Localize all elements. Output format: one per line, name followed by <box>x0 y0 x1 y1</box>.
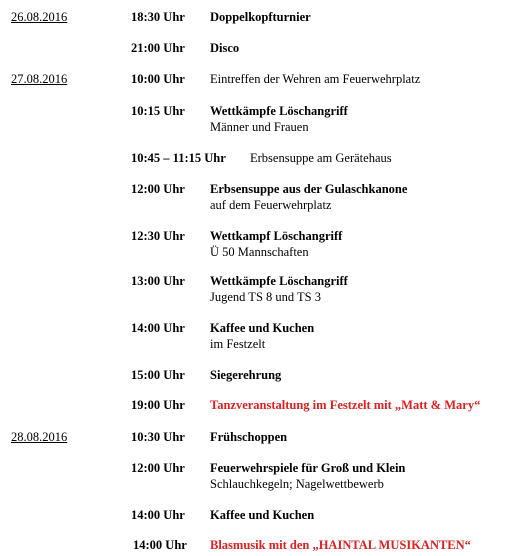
event-title: Erbsensuppe aus der Gulaschkanone <box>210 182 408 196</box>
event-5 <box>250 150 392 166</box>
time-14: 14:00 Uhr <box>131 508 185 522</box>
time-13: 12:00 Uhr <box>131 461 185 475</box>
event-10 <box>210 367 281 383</box>
date-day-1: 26.08.2016 <box>11 10 68 24</box>
event-title: Siegerehrung <box>210 368 282 382</box>
event-title: Eintreffen der Wehren am Feuerwehrplatz <box>210 72 421 86</box>
event-title: Frühschoppen <box>210 430 288 444</box>
event-6 <box>210 181 407 213</box>
event-7 <box>210 228 342 260</box>
event-subtitle: Jugend TS 8 und TS 3 <box>210 290 322 304</box>
event-2 <box>210 40 239 56</box>
time-15: 14:00 Uhr <box>133 538 187 552</box>
event-title: Disco <box>210 41 240 55</box>
event-1 <box>210 9 311 25</box>
event-14 <box>210 507 314 523</box>
event-subtitle: Männer und Frauen <box>210 120 309 134</box>
event-subtitle: auf dem Feuerwehrplatz <box>210 198 332 212</box>
event-title: Wettkampf Löschangriff <box>210 229 343 243</box>
event-3 <box>210 71 420 87</box>
time-8: 13:00 Uhr <box>131 274 185 288</box>
event-11 <box>210 397 480 413</box>
time-11: 19:00 Uhr <box>131 398 185 412</box>
event-8 <box>210 273 348 305</box>
event-title: Doppelkopfturnier <box>210 10 311 24</box>
event-12 <box>210 429 287 445</box>
time-10: 15:00 Uhr <box>131 368 185 382</box>
time-6: 12:00 Uhr <box>131 182 185 196</box>
time-2: 21:00 Uhr <box>131 41 185 55</box>
time-1: 18:30 Uhr <box>131 10 185 24</box>
event-title: Wettkämpfe Löschangriff <box>210 104 348 118</box>
time-4: 10:15 Uhr <box>131 104 185 118</box>
time-5: 10:45 – 11:15 Uhr <box>131 151 226 165</box>
event-subtitle: Ü 50 Mannschaften <box>210 245 309 259</box>
event-4 <box>210 103 348 135</box>
event-title: Tanzveranstaltung im Festzelt mit „Matt & Mary“ <box>210 398 481 412</box>
time-12: 10:30 Uhr <box>131 430 185 444</box>
event-title: Kaffee und Kuchen <box>210 321 315 335</box>
event-title: Wettkämpfe Löschangriff <box>210 274 348 288</box>
event-13 <box>210 460 405 492</box>
time-9: 14:00 Uhr <box>131 321 185 335</box>
event-15 <box>210 537 471 553</box>
event-subtitle: im Festzelt <box>210 337 266 351</box>
event-title: Feuerwehrspiele für Groß und Klein <box>210 461 406 475</box>
date-day-2: 27.08.2016 <box>11 72 68 86</box>
date-day-3: 28.08.2016 <box>11 430 68 444</box>
event-subtitle: Schlauchkegeln; Nagelwettbewerb <box>210 477 384 491</box>
time-3: 10:00 Uhr <box>131 72 185 86</box>
event-title: Blasmusik mit den „HAINTAL MUSIKANTEN“ <box>210 538 471 552</box>
event-title: Kaffee und Kuchen <box>210 508 315 522</box>
event-9 <box>210 320 314 352</box>
time-7: 12:30 Uhr <box>131 229 185 243</box>
event-title: Erbsensuppe am Gerätehaus <box>250 151 392 165</box>
